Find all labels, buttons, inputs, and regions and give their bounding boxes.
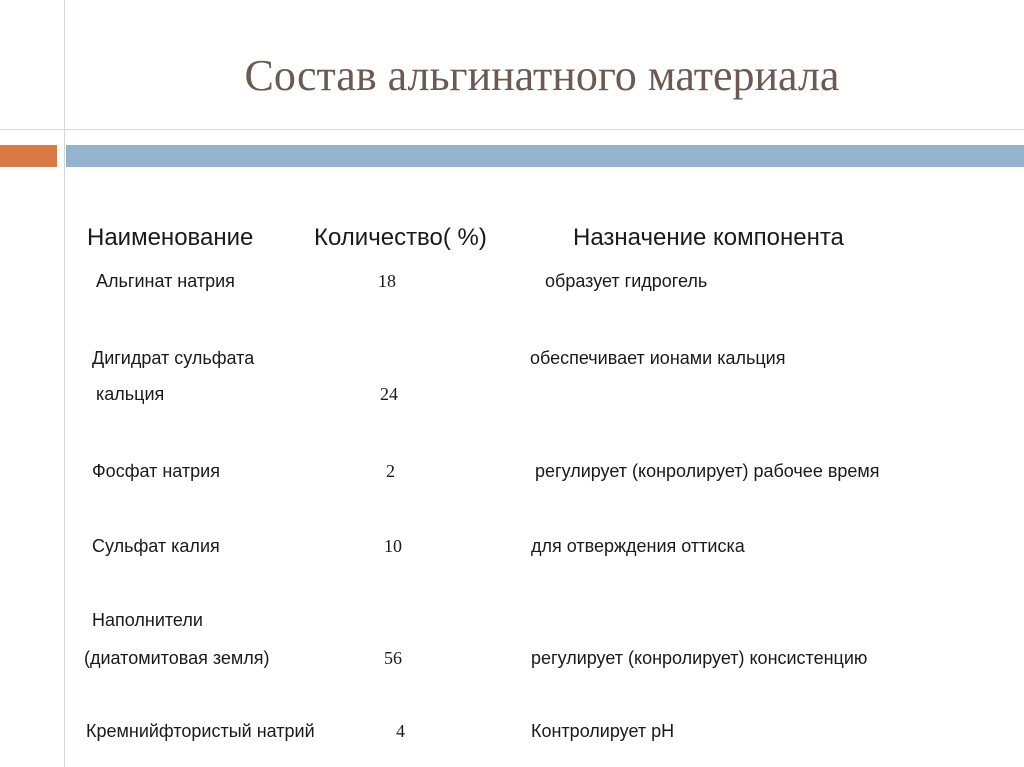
row-2-name-line1: Дигидрат сульфата [92, 348, 255, 368]
row-5-purpose: регулирует (конролирует) консистенцию [531, 648, 868, 668]
row-3-name: Фосфат натрия [92, 461, 220, 481]
frame-line-vertical [64, 0, 65, 767]
header-name: Наименование [87, 224, 254, 251]
header-amount: Количество( %) [314, 224, 487, 251]
row-2-amount: 24 [380, 384, 398, 404]
slide-title: Состав альгинатного материала [244, 51, 840, 100]
accent-bar-blue [66, 145, 1024, 167]
row-4-amount: 10 [384, 536, 402, 556]
row-5-name-line2: (диатомитовая земля) [84, 648, 270, 668]
row-4-purpose: для отверждения оттиска [531, 536, 745, 556]
row-1-amount: 18 [378, 271, 396, 291]
header-purpose: Назначение компонента [573, 224, 844, 251]
row-6-amount: 4 [396, 721, 405, 741]
row-2-name-line2: кальция [96, 384, 165, 404]
frame-line-horizontal [0, 129, 1024, 130]
row-1-purpose: образует гидрогель [545, 271, 708, 291]
row-5-amount: 56 [384, 648, 402, 668]
row-2-purpose: обеспечивает ионами кальция [530, 348, 786, 368]
accent-bar-orange [0, 145, 57, 167]
row-4-name: Сульфат калия [92, 536, 220, 556]
row-5-name-line1: Наполнители [92, 610, 203, 630]
row-6-purpose: Контролирует pH [531, 721, 675, 741]
row-6-name: Кремнийфтористый натрий [86, 721, 315, 741]
row-3-purpose: регулирует (конролирует) рабочее время [535, 461, 880, 481]
row-1-name: Альгинат натрия [96, 271, 235, 291]
row-3-amount: 2 [386, 461, 395, 481]
